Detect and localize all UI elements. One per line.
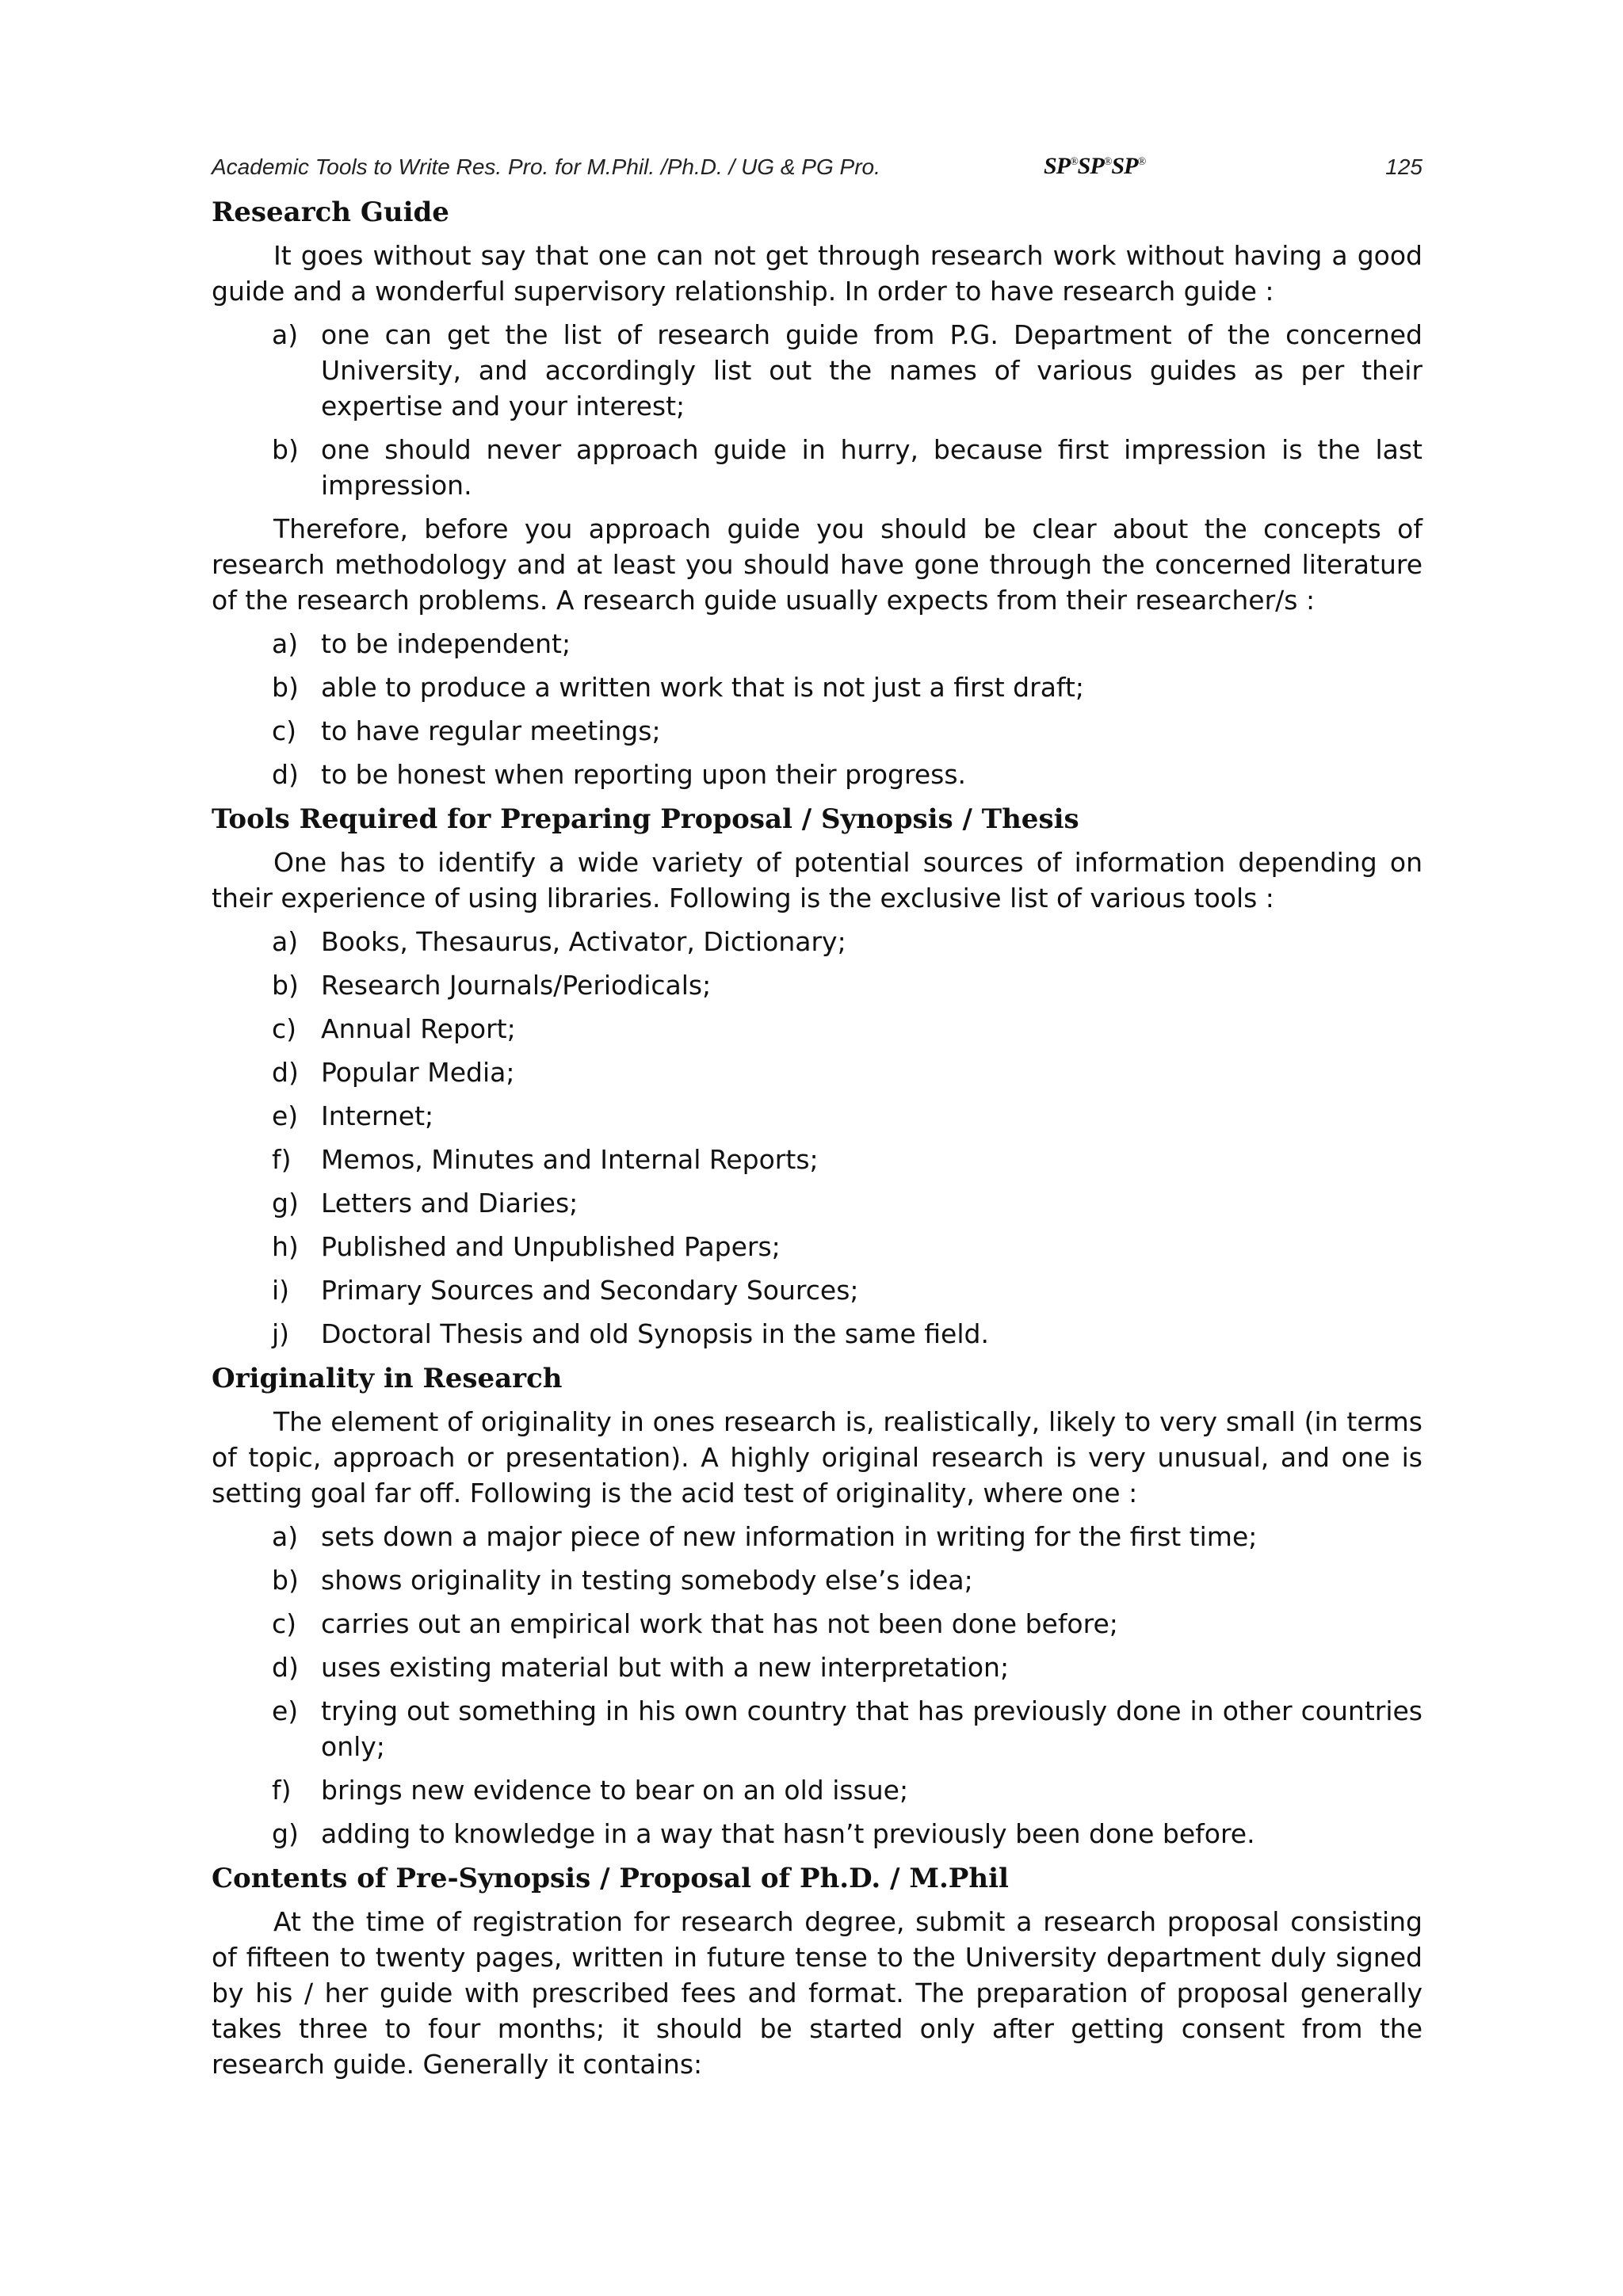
list-item-text: adding to knowledge in a way that hasn’t previously been done before. [321,1818,1255,1849]
page-number: 125 [1385,154,1423,179]
list-marker: c) [272,1013,297,1044]
list-item [212,1185,1423,1221]
paragraph: At the time of registration for research degree, submit a research proposal consisting of fifteen to twenty pages, written in future tense to the University department duly signed by his / her guide with prescribed fees and format. The preparation of proposal generally takes three to four months; it should be started only after getting consent from the research guide. Generally it contains: [212,1906,1423,2080]
list-item [212,1055,1423,1090]
list-item-text: carries out an empirical work that has not been done before; [321,1608,1118,1639]
list-marker: a) [272,926,299,957]
list-marker: g) [272,1188,299,1219]
list-item [212,1142,1423,1177]
list-item [212,924,1423,959]
list-item-text: brings new evidence to bear on an old issue; [321,1775,909,1806]
list-marker: h) [272,1231,299,1262]
list-marker: j) [272,1318,290,1349]
list-item [212,713,1423,749]
list-marker: b) [272,970,299,1001]
list-item [212,1519,1423,1554]
list-item-text: to be independent; [321,628,571,659]
list-item-text: sets down a major piece of new information in writing for the first time; [321,1521,1258,1552]
running-title: Academic Tools to Write Res. Pro. for M.Phil. /Ph.D. / UG & PG Pro. [212,154,880,179]
list-item-text: trying out something in his own country that has previously done in other countries only; [321,1695,1423,1762]
list-marker: a) [272,319,299,350]
list-item-text: Books, Thesaurus, Activator, Dictionary; [321,926,846,957]
list-marker: f) [272,1775,292,1806]
page-body [212,193,1423,2090]
list-item [212,1650,1423,1685]
list-item-text: to be honest when reporting upon their progress. [321,759,967,790]
list-marker: b) [272,434,299,465]
list-marker: c) [272,715,297,746]
list-marker: e) [272,1695,299,1726]
list-item-text: Annual Report; [321,1013,516,1044]
paragraph: It goes without say that one can not get through research work without having a good guide and a wonderful supervisory relationship. In order to have research guide : [212,240,1423,307]
list [212,924,1423,1352]
list-item-text: able to produce a written work that is not just a first draft; [321,672,1085,703]
list-marker: c) [272,1608,297,1639]
list-marker: i) [272,1275,290,1306]
list-item-text: Doctoral Thesis and old Synopsis in the same field. [321,1318,989,1349]
list-item-text: Primary Sources and Secondary Sources; [321,1275,859,1306]
section-heading: Research Guide [212,196,449,228]
list-item [212,432,1423,503]
list-item [212,1229,1423,1264]
list-marker: b) [272,672,299,703]
list-item [212,1816,1423,1852]
list-item [212,1562,1423,1598]
running-header [212,149,1423,184]
list [212,626,1423,792]
list-item-text: uses existing material but with a new interpretation; [321,1652,1010,1683]
list-item-text: Popular Media; [321,1057,515,1088]
list-item-text: shows originality in testing somebody else’s idea; [321,1565,973,1596]
paragraph: Therefore, before you approach guide you should be clear about the concepts of research methodology and at least you should have gone through the concerned literature of the research problems. A research guide usually expects from their researcher/s : [212,513,1423,616]
list-item [212,1606,1423,1642]
list-item [212,1772,1423,1808]
list-item-text: one should never approach guide in hurry, because first impression is the last impression. [321,434,1423,501]
list-item [212,1272,1423,1308]
list-item-text: to have regular meetings; [321,715,661,746]
list-item-text: Internet; [321,1100,434,1131]
publisher-logo: SP®SP®SP® [1044,153,1145,179]
list-item-text: Research Journals/Periodicals; [321,970,712,1001]
list-marker: a) [272,628,299,659]
list [212,1519,1423,1852]
list-item [212,1316,1423,1352]
list-marker: f) [272,1144,292,1175]
section-heading: Originality in Research [212,1363,563,1394]
paragraph: The element of originality in ones research is, realistically, likely to very small (in terms of topic, approach or presentation). A highly original research is very unusual, and one is setting goal far off. Following is the acid test of originality, where one : [212,1406,1423,1508]
list-item [212,757,1423,792]
list-item-text: Letters and Diaries; [321,1188,579,1219]
list-marker: b) [272,1565,299,1596]
list-item [212,626,1423,662]
paragraph: One has to identify a wide variety of potential sources of information depending on their experience of using libraries. Following is the exclusive list of various tools : [212,847,1423,913]
list-marker: e) [272,1100,299,1131]
list-marker: d) [272,759,299,790]
section-heading: Tools Required for Preparing Proposal / Synopsis / Thesis [212,803,1079,835]
list-item [212,1693,1423,1764]
list-item-text: Memos, Minutes and Internal Reports; [321,1144,819,1175]
list-marker: a) [272,1521,299,1552]
list-item [212,1011,1423,1047]
list-item [212,967,1423,1003]
list-marker: g) [272,1818,299,1849]
list-marker: d) [272,1652,299,1683]
list-item [212,1098,1423,1134]
list-item-text: Published and Unpublished Papers; [321,1231,781,1262]
list [212,317,1423,503]
section-heading: Contents of Pre-Synopsis / Proposal of Ph.D. / M.Phil [212,1863,1009,1894]
list-item [212,317,1423,424]
list-item [212,669,1423,705]
list-marker: d) [272,1057,299,1088]
list-item-text: one can get the list of research guide from P.G. Department of the concerned University, and accordingly list out the names of various guides as per their expertise and your interest; [321,319,1423,421]
